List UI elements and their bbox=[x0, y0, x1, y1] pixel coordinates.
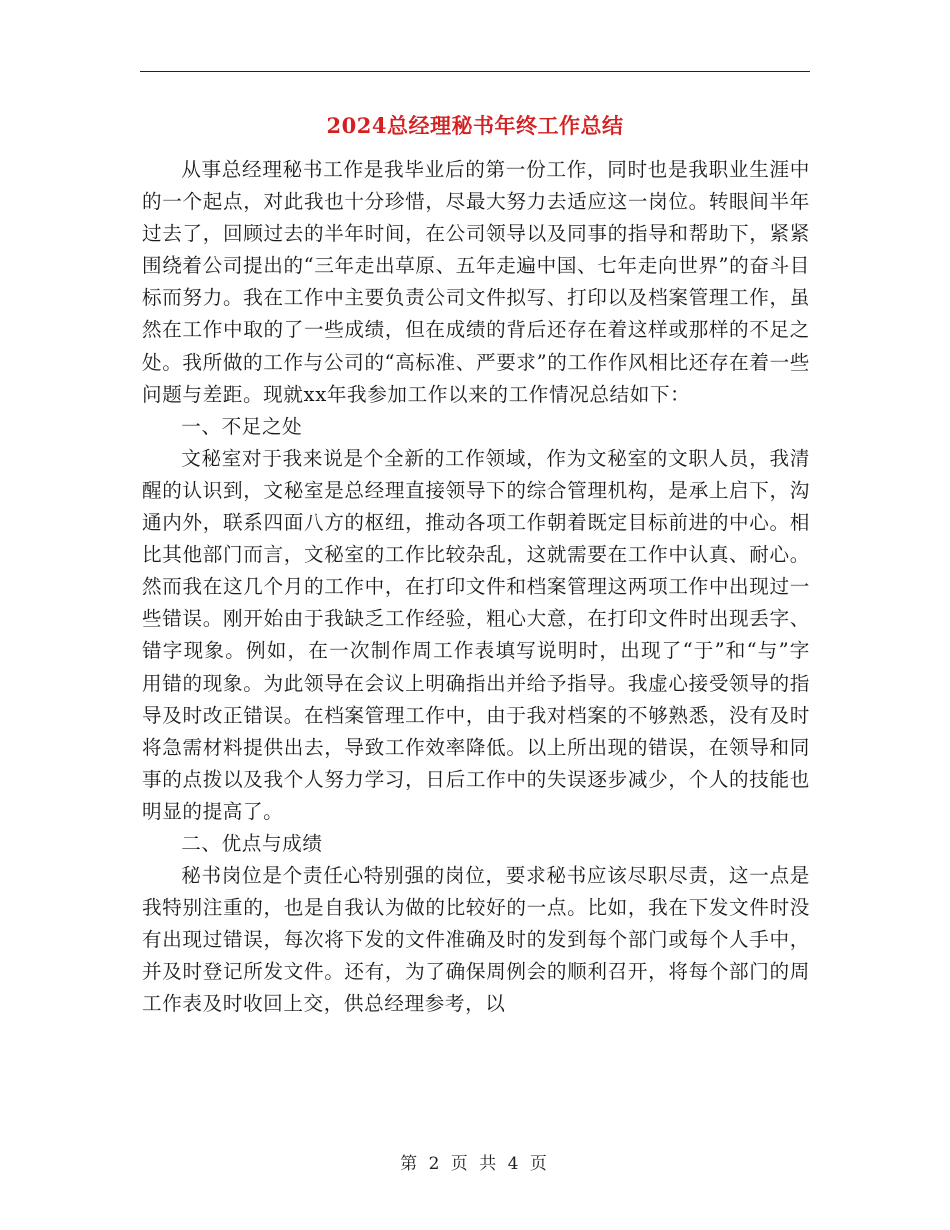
header-rule bbox=[140, 71, 810, 72]
section-heading-shortcomings: 一、不足之处 bbox=[181, 414, 303, 438]
section-heading-achievements: 二、优点与成绩 bbox=[181, 831, 323, 855]
document-body bbox=[142, 154, 810, 1021]
document-title: 2024总经理秘书年终工作总结 bbox=[326, 113, 624, 138]
paragraph-achievements: 秘书岗位是个责任心特别强的岗位，要求秘书应该尽职尽责，这一点是我特别注重的，也是自我认为做的比较好的一点。比如，我在下发文件时没有出现过错误，每次将下发的文件准确及时的发到每个部门或每个人手中，并及时登记所发文件。还有，为了确保周例会的顺利召开，将每个部门的周工作表及时收回上交，供总经理参考，以 bbox=[142, 864, 810, 1016]
paragraph-intro: 从事总经理秘书工作是我毕业后的第一份工作，同时也是我职业生涯中的一个起点，对此我也十分珍惜，尽最大努力去适应这一岗位。转眼间半年过去了，回顾过去的半年时间，在公司领导以及同事的指导和帮助下，紧紧围绕着公司提出的“三年走出草原、五年走遍中国、七年走向世界”的奋斗目标而努力。我在工作中主要负责公司文件拟写、打印以及档案管理工作，虽然在工作中取的了一些成绩，但在成绩的背后还存在着这样或那样的不足之处。我所做的工作与公司的“高标准、严要求”的工作作风相比还存在着一些问题与差距。现就xx年我参加工作以来的工作情况总结如下： bbox=[142, 158, 810, 406]
paragraph-shortcomings: 文秘室对于我来说是个全新的工作领域，作为文秘室的文职人员，我清醒的认识到，文秘室是总经理直接领导下的综合管理机构，是承上启下，沟通内外，联系四面八方的枢纽，推动各项工作朝着既定目标前进的中心。相比其他部门而言，文秘室的工作比较杂乱，这就需要在工作中认真、耐心。然而我在这几个月的工作中，在打印文件和档案管理这两项工作中出现过一些错误。刚开始由于我缺乏工作经验，粗心大意，在打印文件时出现丢字、错字现象。例如，在一次制作周工作表填写说明时，出现了“于”和“与”字用错的现象。为此领导在会议上明确指出并给予指导。我虚心接受领导的指导及时改正错误。在档案管理工作中，由于我对档案的不够熟悉，没有及时将急需材料提供出去，导致工作效率降低。以上所出现的错误，在领导和同事的点拨以及我个人努力学习，日后工作中的失误逐步减少，个人的技能也明显的提高了。 bbox=[142, 446, 810, 823]
page-footer: 第 2 页 共 4 页 bbox=[400, 1154, 550, 1174]
